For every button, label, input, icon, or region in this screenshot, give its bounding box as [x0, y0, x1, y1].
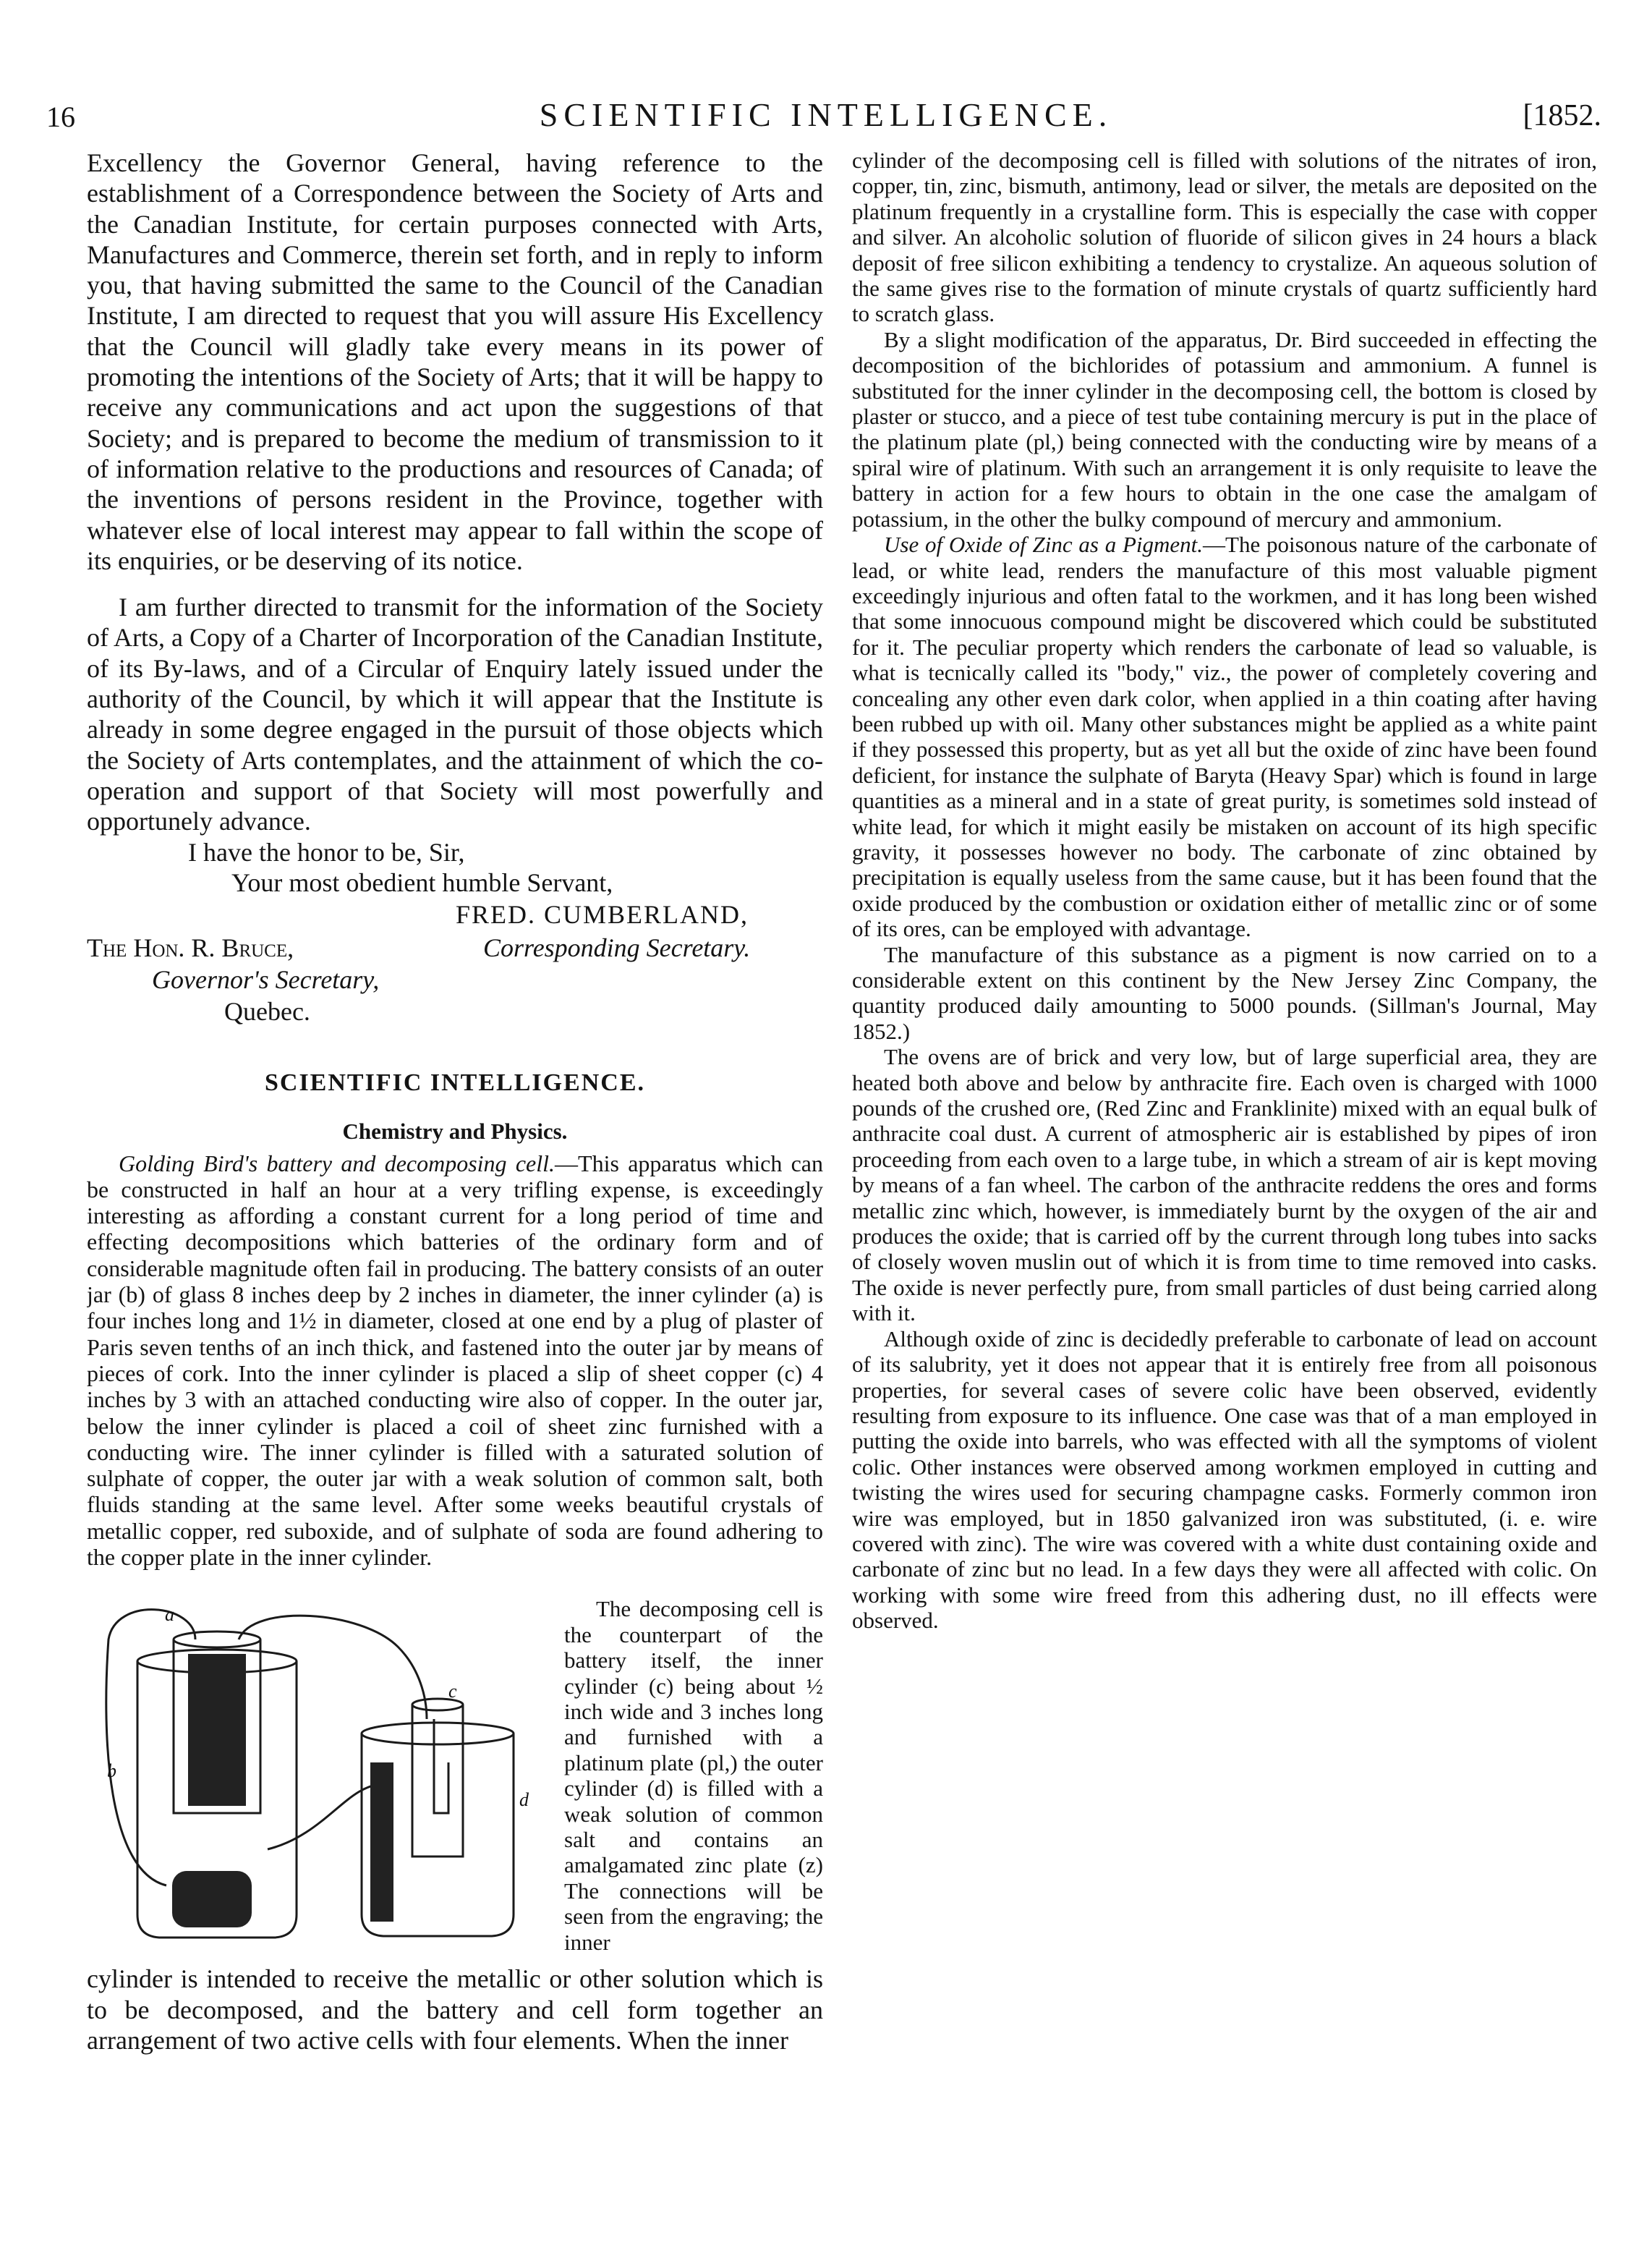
- letter-signoff: [87, 837, 823, 1029]
- connecting-wire-2: [239, 1616, 427, 1719]
- fig-label-c: c: [448, 1681, 457, 1702]
- right-paragraph-2: By a slight modification of the apparatus, Dr. Bird succeeded in effecting the decomposition of the bichlorides of potassium and ammonium. A funnel is substituted for the inner cylinder in the decomposing cell, the bottom is closed by plaster or stucco, and a piece of test tube containing mercury is put in the place of the platinum plate (pl,) being connected with the conducting wire by means of a spiral wire of platinum. With such an arrangement it is only requisite to leave the battery in action for a few hours to obtain in the one case the amalgam of potassium, in the other the bulky compound of mercury and ammonium.: [852, 326, 1597, 532]
- zinc-paragraph: [852, 532, 1597, 942]
- inner-cylinder-c: [412, 1705, 463, 1856]
- figure-block: [87, 1596, 823, 1964]
- page-number: 16: [46, 101, 75, 133]
- copper-plate-c: [188, 1654, 246, 1806]
- running-title: SCIENTIFIC INTELLIGENCE.: [539, 96, 1113, 133]
- closing-line-2: Your most obedient humble Servant,: [231, 867, 613, 897]
- figure-caption-paragraph: The decomposing cell is the counterpart of the battery itself, the inner cylinder (c) being about ½ inch wide and 3 inches long and furnished with a platinum plate (pl,) the outer cylinder (d) is filled with a weak solution of common salt and contains an amalgamated zinc plate (z) The connections will be seen from the engraving; the inner: [564, 1596, 823, 1955]
- signature-title: Corresponding Secretary.: [483, 933, 751, 962]
- fig-label-a: a: [165, 1604, 174, 1626]
- bird-paragraph: [87, 1150, 823, 1571]
- section-title: SCIENTIFIC INTELLIGENCE.: [264, 1069, 646, 1096]
- addressee-title: Governor's Secretary,: [152, 964, 380, 994]
- right-paragraph-4: The manufacture of this substance as a pigment is now carried on to a considerable extent on this continent by the New Jersey Zinc Company, the quantity produced daily amounting to 5000 pounds. (Sillman's Journal, May 1852.): [852, 941, 1597, 1044]
- connecting-wire-3: [268, 1784, 383, 1849]
- left-column: [87, 148, 823, 2231]
- fig-label-d: d: [519, 1789, 529, 1811]
- addressee: The Hon. R. Bruce,: [87, 933, 294, 962]
- subsection-title: Chemistry and Physics.: [342, 1118, 568, 1144]
- bird-heading: Golding Bird's battery and decomposing cell.: [119, 1150, 555, 1176]
- letter-paragraph-1: Excellency the Governor General, having reference to the establishment of a Correspondence between the Society of Arts and the Canadian Institute, for certain purposes connected with Arts, Manufactures and Commerce, therein set forth, and in reply to inform you, that having submitted the same to the Council of the Canadian Institute, I am directed to request that you will assure His Excellency that the Council will gladly take every means in its power of promoting the intentions of the Society of Arts; that it will be happy to receive any communications and act upon the suggestions of that Society; and is prepared to become the medium of transmission to it of information relative to the productions and resources of Canada; of the inventions of persons resident in the Province, together with whatever else of local interest may appear to fall within the scope of its enquiries, or be deserving of its notice.: [87, 148, 823, 575]
- zinc-coil: [172, 1871, 252, 1927]
- figure-side-text: [550, 1596, 823, 1964]
- fig-label-b: b: [107, 1760, 116, 1782]
- zinc-plate-z: [370, 1762, 393, 1922]
- right-paragraph-6: Although oxide of zinc is decidedly preferable to carbonate of lead on account of its salubrity, yet it does not appear that it is entirely free from all poisonous properties, for several cases of severe colic have been observed, evidently resulting from exposure to its influence. One case was that of a man employed in putting the oxide into barrels, who was effected with all the symptoms of violent colic. Other instances were observed among workmen employed in cutting and twisting the wires used for securing champagne casks. Formerly common iron wire was employed, but in 1850 galvanized iron was substituted, (i. e. wire covered with zinc). The wire was covered with a white dust containing oxide and carbonate of zinc but no lead. In a few days they were all affected with colic. On working with some wire freed from this adhering dust, no ill effects were observed.: [852, 1325, 1597, 1634]
- page-header: [0, 0, 1652, 145]
- letter-paragraph-2: I am further directed to transmit for the information of the Society of Arts, a Copy of a Charter of Incorporation of the Canadian Institute, of its By-laws, and of a Circular of Enquiry lately issued under the authority of the Council, by which it will appear that the Institute is already in some degree engaged in the pursuit of those objects which the Society of Arts contemplates, and the attainment of which the co-operation and support of that Society will most powerfully and opportunely advance.: [87, 593, 823, 836]
- right-paragraph-1: cylinder of the decomposing cell is filled with solutions of the nitrates of iron, copper, tin, zinc, bismuth, antimony, lead or silver, the metals are deposited on the platinum frequently in a crystalline form. This is especially the case with copper and silver. An alcoholic solution of fluoride of silicon gives in 24 hours a black deposit of free silicon exhibiting a tendency to crystalize. An aqueous solution of the same gives rise to the formation of minute crystals of quartz sufficiently hard to scratch glass.: [852, 148, 1597, 327]
- zinc-heading: Use of Oxide of Zinc as a Pigment.: [884, 532, 1204, 558]
- battery-cell-engraving: [87, 1596, 550, 1964]
- closing-line-1: I have the honor to be, Sir,: [188, 837, 465, 867]
- addressee-place: Quebec.: [224, 996, 310, 1026]
- bird-text: —This apparatus which can be constructed in half an hour at a very trifling expense, is exceedingly interesting as affording a constant current for a long period of time and effecting decompositions which batteries of the ordinary form and of considerable magnitude often fail in producing. The battery consists of an outer jar (b) of glass 8 inches deep by 2 inches in diameter, the inner cylinder (a) is four inches long and 1½ in diameter, closed at one end by a plug of plaster of Paris seven tenths of an inch thick, and fastened into the outer jar by means of pieces of cork. Into the inner cylinder is placed a slip of sheet copper (c) 4 inches by 3 with an attached conducting wire also of copper. In the outer jar, below the inner cylinder is placed a coil of sheet zinc furnished with a conducting wire. The inner cylinder is filled with a saturated solution of sulphate of copper, the outer jar with a weak solution of common salt, both fluids standing at the same level. After some weeks beautiful crystals of metallic copper, red suboxide, and of sulphate of soda are found adhering to the copper plate in the inner cylinder.: [87, 1150, 823, 1570]
- header-year: [1852.: [1523, 99, 1601, 132]
- zinc-text: —The poisonous nature of the carbonate of lead, or white lead, renders the manufacture of this most valuable pigment exceedingly injurious and often fatal to the workmen, and it has long been wished that some innocuous compound might be discovered which could be substituted for it. The peculiar property which renders the carbonate of lead so valuable, is what is tecnically called its "body," viz., the power of completely covering and concealing any other even dark color, when applied in a thin coating after having been rubbed up with oil. Many other substances might be applied as a white paint if they possessed this property, but as yet all but the oxide of zinc have been found deficient, for instance the sulphate of Baryta (Heavy Spar) which is found in large quantities as a mineral and in a state of great purity, is sometimes sold instead of white lead, for which it might easily be mistaken on account of its high specific gravity, it possesses however no body. The carbonate of zinc obtained by precipitation is equally useless from the same cause, but it has been found that the oxide produced by the combustion or oxidation either of metallic zinc or of some of its ores, can be employed with advantage.: [852, 532, 1597, 942]
- right-paragraph-5: The ovens are of brick and very low, but of large superficial area, they are heated both above and below by anthracite fire. Each oven is charged with 1000 pounds of the crushed ore, (Red Zinc and Franklinite) mixed with an equal bulk of anthracite coal dust. A current of atmospheric air is established by pipes of iron proceeding from each oven to a large tube, in which a stream of air is kept moving by means of a fan wheel. The carbon of the anthracite reddens the ores and forms metallic zinc which, however, is immediately burnt by the oxygen of the air and produces the oxide; that is carried off by the current through long tubes into sacks of closely woven muslin out of which it is from time to time removed into casks. The oxide is never perfectly pure, from small particles of dust being carried along with it.: [852, 1044, 1597, 1326]
- bird-continuation: cylinder is intended to receive the metallic or other solution which is to be decomposed, and the battery and cell form together an arrangement of two active cells with four elements. When the inner: [87, 1964, 823, 2055]
- right-column: [852, 148, 1597, 2246]
- signature: FRED. CUMBERLAND,: [456, 899, 749, 929]
